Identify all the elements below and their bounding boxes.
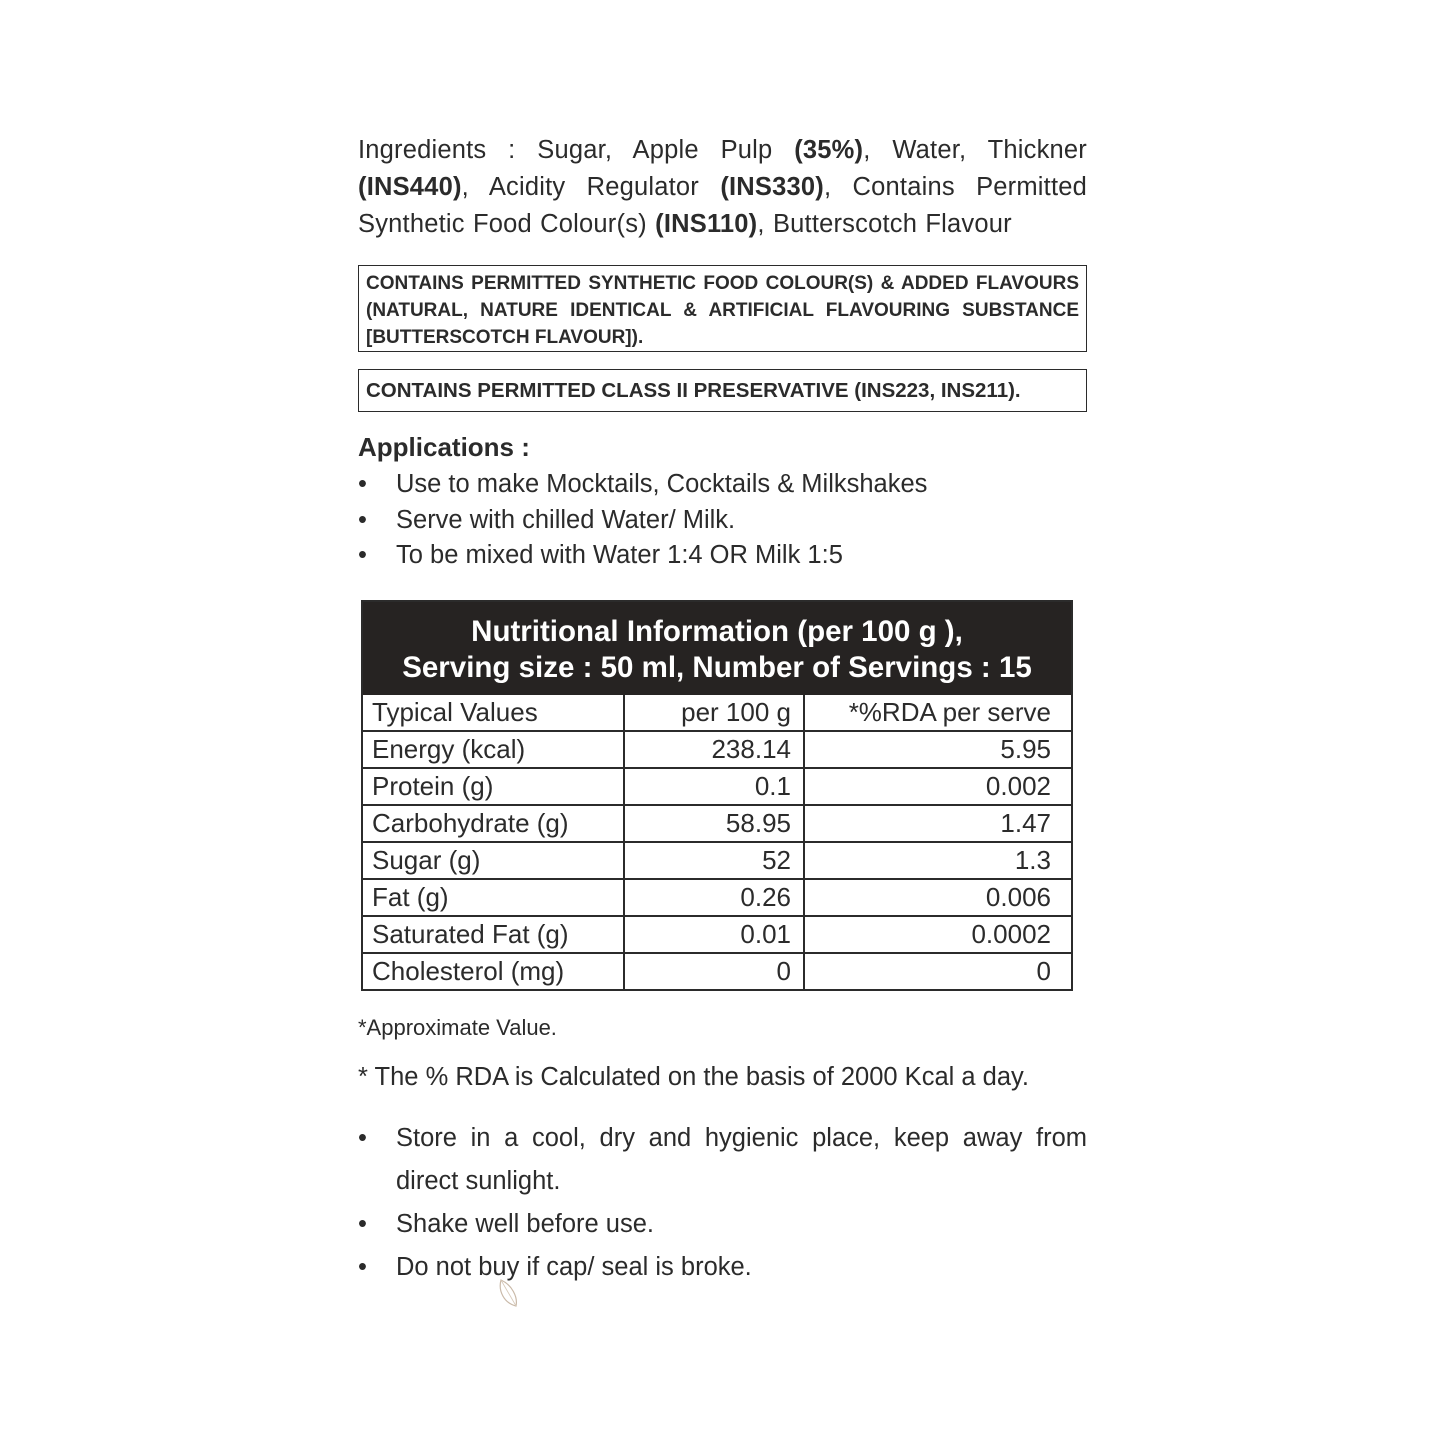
per-100g-value: 238.14 — [624, 731, 804, 768]
applications-title: Applications : — [358, 432, 530, 462]
list-item — [358, 1203, 1087, 1246]
bullet-icon: • — [358, 1210, 367, 1238]
per-100g-value: 0.1 — [624, 768, 804, 805]
rda-value: 0.0002 — [804, 916, 1071, 953]
nutrition-title-line2: Serving size : 50 ml, Number of Servings : 15 — [402, 651, 1032, 684]
applications-list — [358, 467, 1087, 574]
ingredients-text: Ingredients : Sugar, Apple Pulp — [358, 136, 773, 164]
list-item — [358, 503, 1087, 539]
per-100g-value: 58.95 — [624, 805, 804, 842]
per-100g-value: 0.01 — [624, 916, 804, 953]
table-header-row — [363, 695, 1071, 731]
table-row — [363, 805, 1071, 842]
ingredients-text-2: , Water, Thickner — [863, 136, 1087, 164]
ingredients-paragraph — [358, 132, 1087, 243]
table-row — [363, 953, 1071, 989]
colour-code: (INS110) — [655, 210, 758, 238]
preservative-notice-box — [358, 369, 1087, 412]
list-item — [358, 538, 1087, 574]
bullet-icon: • — [358, 1253, 367, 1281]
list-item — [358, 1117, 1087, 1203]
per-100g-value: 0 — [624, 953, 804, 989]
table-row — [363, 842, 1071, 879]
list-item-text: Do not buy if cap/ seal is broke. — [396, 1253, 752, 1281]
nutrient-name: Sugar (g) — [363, 842, 624, 879]
ingredients-text-3: , Acidity Regulator — [461, 173, 699, 201]
rda-value: 0 — [804, 953, 1071, 989]
rda-value: 5.95 — [804, 731, 1071, 768]
nutrient-name: Fat (g) — [363, 879, 624, 916]
bullet-icon: • — [358, 1124, 367, 1152]
ingredients-text-5: , Butterscotch Flavour — [757, 210, 1012, 238]
rda-value: 1.3 — [804, 842, 1071, 879]
table-row — [363, 731, 1071, 768]
nutrient-name: Carbohydrate (g) — [363, 805, 624, 842]
rda-value: 0.002 — [804, 768, 1071, 805]
table-row — [363, 768, 1071, 805]
approximate-value-note: *Approximate Value. — [358, 1015, 557, 1040]
thickener-code: (INS440) — [358, 173, 462, 201]
rda-value: 1.47 — [804, 805, 1071, 842]
nutrient-name: Protein (g) — [363, 768, 624, 805]
per-100g-value: 52 — [624, 842, 804, 879]
list-item-text: Serve with chilled Water/ Milk. — [396, 505, 736, 534]
column-header: per 100 g — [624, 695, 804, 731]
list-item-text: Shake well before use. — [396, 1210, 654, 1238]
nutrition-table — [361, 600, 1073, 991]
nutrient-name: Saturated Fat (g) — [363, 916, 624, 953]
bullet-icon: • — [358, 541, 367, 569]
acidity-regulator-code: (INS330) — [720, 173, 824, 201]
list-item — [358, 1246, 1087, 1289]
list-item-text: To be mixed with Water 1:4 OR Milk 1:5 — [396, 541, 843, 569]
list-item — [358, 467, 1087, 503]
table-row — [363, 879, 1071, 916]
flavour-notice-text: CONTAINS PERMITTED SYNTHETIC FOOD COLOUR(S) & ADDED FLAVOURS (NATURAL, NATURE IDENTICAL & ARTIFICIAL FLAVOURING SUBSTANCE [BUTTERSCOTCH FLAVOUR]). — [366, 273, 1079, 348]
nutrition-grid — [363, 695, 1071, 989]
column-header: *%RDA per serve — [804, 695, 1071, 731]
list-item-text: Use to make Mocktails, Cocktails & Milkshakes — [396, 470, 928, 498]
rda-basis-note: * The % RDA is Calculated on the basis of 2000 Kcal a day. — [358, 1063, 1029, 1091]
nutrient-name: Energy (kcal) — [363, 731, 624, 768]
storage-instructions-list — [358, 1117, 1087, 1289]
flavour-notice-box — [358, 265, 1087, 352]
list-item-text: Store in a cool, dry and hygienic place, keep away from direct sunlight. — [396, 1124, 1087, 1195]
apple-pulp-percent: (35%) — [794, 136, 864, 164]
nutrient-name: Cholesterol (mg) — [363, 953, 624, 989]
bullet-icon: • — [358, 470, 367, 498]
table-row — [363, 916, 1071, 953]
ingredients-text-4: , Contains Permitted Synthetic Food Colour(s) — [358, 173, 1087, 238]
nutrition-header — [363, 602, 1071, 695]
column-header: Typical Values — [363, 695, 624, 731]
rda-value: 0.006 — [804, 879, 1071, 916]
nutrition-title-line1: Nutritional Information (per 100 g ), — [471, 615, 963, 648]
leaf-icon — [496, 1277, 522, 1309]
preservative-notice-text: CONTAINS PERMITTED CLASS II PRESERVATIVE (INS223, INS211). — [366, 379, 1021, 402]
bullet-icon: • — [358, 505, 367, 534]
per-100g-value: 0.26 — [624, 879, 804, 916]
